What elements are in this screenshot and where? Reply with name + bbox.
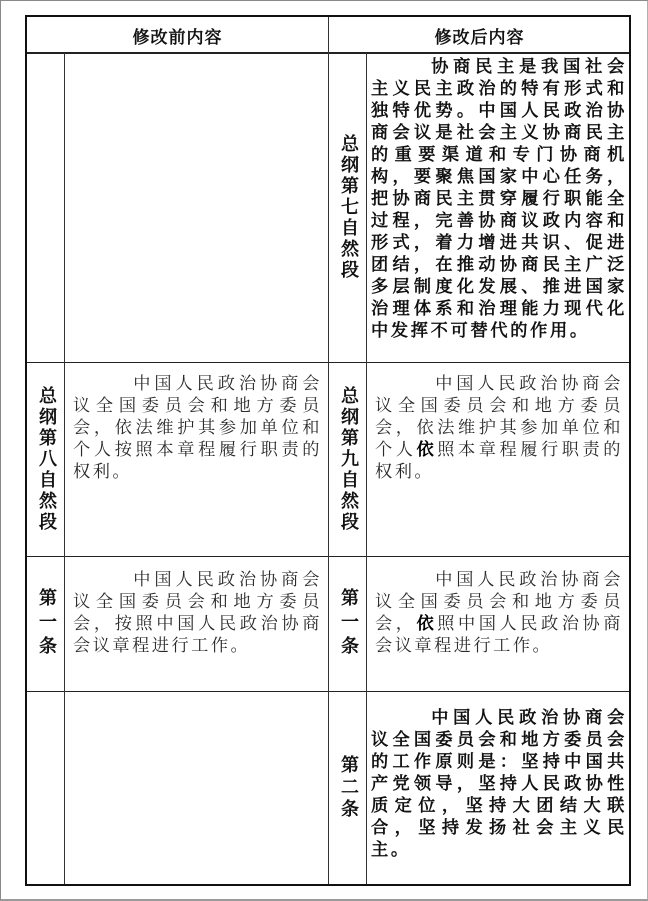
row2-after-content: 中国人民政治协商会议全国委员会和地方委员会，依法维护其参加单位和个人依照本章程履行职责的权利。 — [375, 374, 623, 482]
changed-char: 依 — [416, 440, 438, 460]
row1-before-label — [27, 53, 65, 362]
row3-after-content: 中国人民政治协商会议全国委员会和地方委员会，依照中国人民政治协商会议章程进行工作。 — [375, 570, 623, 656]
row1-after-label: 总纲第七自然段 — [338, 134, 359, 281]
row2-before-label: 总纲第八自然段 — [36, 386, 57, 533]
header-after — [328, 17, 631, 54]
row3-before-content: 中国人民政治协商会议全国委员会和地方委员会，按照中国人民政治协商会议章程进行工作。 — [73, 570, 322, 656]
row4-after-label: 第二条 — [338, 755, 359, 821]
row3-before-label: 第一条 — [36, 588, 57, 660]
row4-before-label — [27, 692, 65, 884]
row4-before-content — [65, 707, 328, 884]
row1-after-content: 协商民主是我国社会主义民主政治的特有形式和独特优势。中国人民政治协商会议是社会主义协商民主的重要渠道和专门协商机构，要聚焦国家中心任务，把协商民主贯穿履行职能全过程，完善协商议政内容和形式，着力增进共识、促进团结，在推动协商民主广泛多层制度化发展、推进国家治理体系和治理能力现代化中发挥不可替代的作用。 — [371, 57, 627, 341]
row4-after-content: 中国人民政治协商会议全国委员会和地方委员会的工作原则是：坚持中国共产党领导，坚持人民政协性质定位，坚持大团结大联合，坚持发扬社会主义民主。 — [371, 708, 627, 860]
row3-after-label: 第一条 — [338, 588, 359, 660]
comparison-table — [25, 15, 631, 886]
changed-char: 依 — [416, 614, 438, 634]
row1-before-content — [65, 55, 328, 362]
header-before-label: 修改前内容 — [132, 28, 223, 48]
row2-after-label: 总纲第九自然段 — [338, 386, 359, 533]
header-before — [27, 17, 328, 54]
header-after-label: 修改后内容 — [434, 28, 525, 48]
row2-before-content: 中国人民政治协商会议全国委员会和地方委员会，依法维护其参加单位和个人按照本章程履行职责的权利。 — [73, 374, 322, 482]
